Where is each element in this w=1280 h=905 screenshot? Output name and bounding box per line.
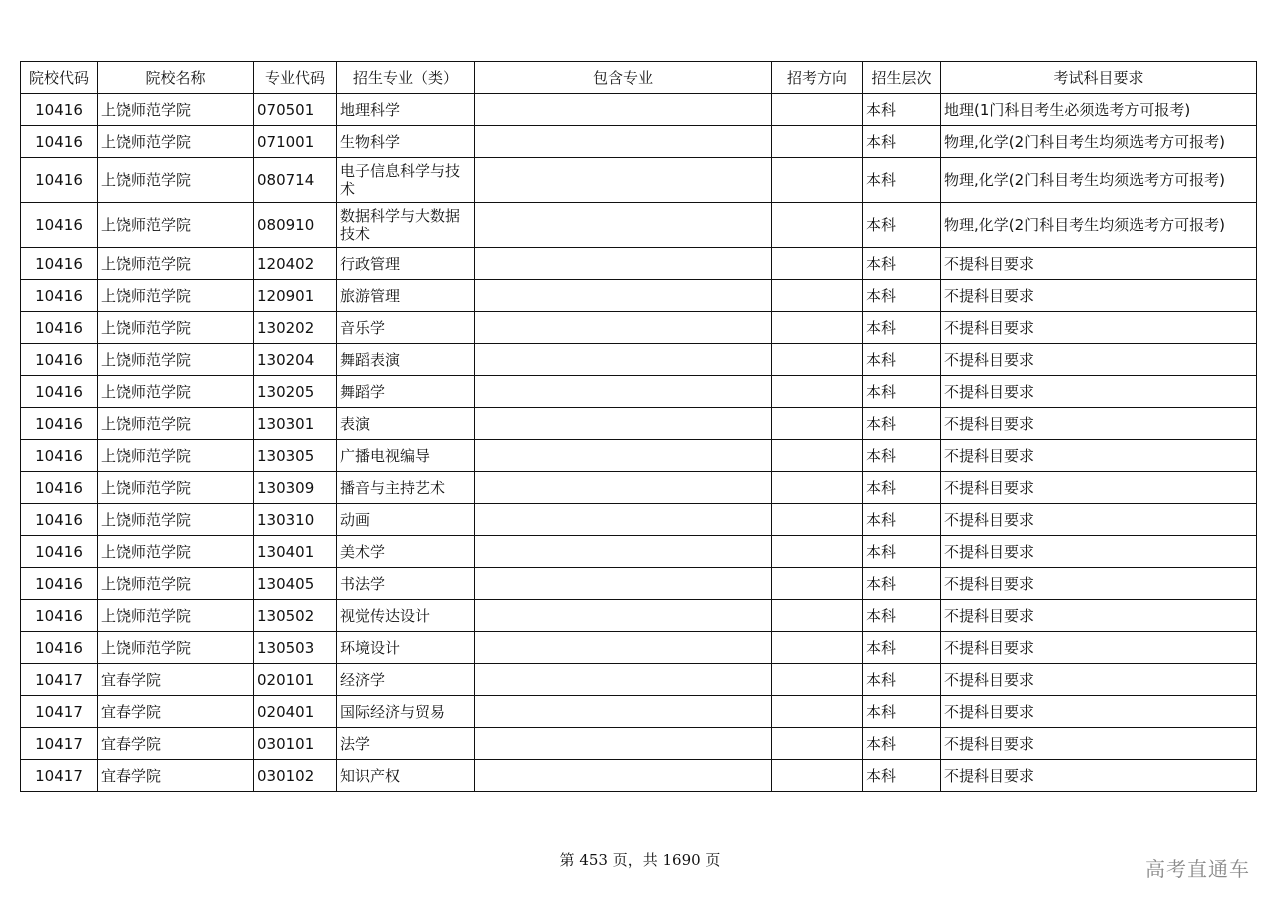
school-code-cell: 10416 xyxy=(21,504,98,536)
header-school-name: 院校名称 xyxy=(98,62,254,94)
school-name-cell: 上饶师范学院 xyxy=(98,312,254,344)
exam-direction-cell xyxy=(772,376,863,408)
school-name-cell: 上饶师范学院 xyxy=(98,94,254,126)
level-cell: 本科 xyxy=(863,664,941,696)
exam-direction-cell xyxy=(772,536,863,568)
major-code-cell: 130204 xyxy=(254,344,337,376)
level-cell: 本科 xyxy=(863,632,941,664)
exam-direction-cell xyxy=(772,248,863,280)
school-code-cell: 10416 xyxy=(21,472,98,504)
table-row xyxy=(21,203,1257,248)
major-code-cell: 071001 xyxy=(254,126,337,158)
major-code-cell: 130502 xyxy=(254,600,337,632)
included-majors-cell xyxy=(475,536,772,568)
table-row xyxy=(21,280,1257,312)
level-cell: 本科 xyxy=(863,440,941,472)
school-code-cell: 10417 xyxy=(21,664,98,696)
major-code-cell: 130310 xyxy=(254,504,337,536)
school-code-cell: 10416 xyxy=(21,312,98,344)
major-code-cell: 130301 xyxy=(254,408,337,440)
school-code-cell: 10416 xyxy=(21,94,98,126)
table-row xyxy=(21,568,1257,600)
included-majors-cell xyxy=(475,696,772,728)
school-name-cell: 上饶师范学院 xyxy=(98,248,254,280)
subject-requirement-cell: 不提科目要求 xyxy=(941,312,1257,344)
major-code-cell: 020401 xyxy=(254,696,337,728)
major-code-cell: 120901 xyxy=(254,280,337,312)
school-code-cell: 10416 xyxy=(21,158,98,203)
level-cell: 本科 xyxy=(863,126,941,158)
subject-requirement-cell: 地理(1门科目考生必须选考方可报考) xyxy=(941,94,1257,126)
school-code-cell: 10416 xyxy=(21,568,98,600)
table-row xyxy=(21,344,1257,376)
major-name-cell: 生物科学 xyxy=(337,126,475,158)
subject-requirement-cell: 不提科目要求 xyxy=(941,696,1257,728)
exam-direction-cell xyxy=(772,158,863,203)
included-majors-cell xyxy=(475,760,772,792)
school-name-cell: 上饶师范学院 xyxy=(98,568,254,600)
admissions-table xyxy=(20,61,1257,792)
table-row xyxy=(21,408,1257,440)
header-school-code: 院校代码 xyxy=(21,62,98,94)
level-cell: 本科 xyxy=(863,760,941,792)
school-code-cell: 10417 xyxy=(21,696,98,728)
table-row xyxy=(21,632,1257,664)
school-code-cell: 10416 xyxy=(21,600,98,632)
major-code-cell: 130305 xyxy=(254,440,337,472)
major-code-cell: 130405 xyxy=(254,568,337,600)
school-name-cell: 上饶师范学院 xyxy=(98,126,254,158)
school-code-cell: 10416 xyxy=(21,632,98,664)
subject-requirement-cell: 不提科目要求 xyxy=(941,632,1257,664)
included-majors-cell xyxy=(475,248,772,280)
school-name-cell: 上饶师范学院 xyxy=(98,504,254,536)
school-name-cell: 上饶师范学院 xyxy=(98,440,254,472)
school-code-cell: 10416 xyxy=(21,280,98,312)
school-code-cell: 10416 xyxy=(21,203,98,248)
major-name-cell: 环境设计 xyxy=(337,632,475,664)
table-row xyxy=(21,248,1257,280)
school-name-cell: 宜春学院 xyxy=(98,664,254,696)
school-name-cell: 上饶师范学院 xyxy=(98,344,254,376)
level-cell: 本科 xyxy=(863,376,941,408)
level-cell: 本科 xyxy=(863,312,941,344)
major-code-cell: 020101 xyxy=(254,664,337,696)
table-row xyxy=(21,600,1257,632)
level-cell: 本科 xyxy=(863,536,941,568)
exam-direction-cell xyxy=(772,94,863,126)
major-name-cell: 音乐学 xyxy=(337,312,475,344)
school-code-cell: 10416 xyxy=(21,536,98,568)
included-majors-cell xyxy=(475,126,772,158)
major-name-cell: 舞蹈表演 xyxy=(337,344,475,376)
major-name-cell: 视觉传达设计 xyxy=(337,600,475,632)
table-header-row xyxy=(21,62,1257,94)
subject-requirement-cell: 物理,化学(2门科目考生均须选考方可报考) xyxy=(941,203,1257,248)
major-name-cell: 法学 xyxy=(337,728,475,760)
exam-direction-cell xyxy=(772,728,863,760)
school-code-cell: 10416 xyxy=(21,344,98,376)
level-cell: 本科 xyxy=(863,472,941,504)
included-majors-cell xyxy=(475,376,772,408)
included-majors-cell xyxy=(475,568,772,600)
exam-direction-cell xyxy=(772,472,863,504)
table-row xyxy=(21,536,1257,568)
school-name-cell: 上饶师范学院 xyxy=(98,408,254,440)
exam-direction-cell xyxy=(772,408,863,440)
subject-requirement-cell: 不提科目要求 xyxy=(941,440,1257,472)
page-number: 第 453 页，共 1690 页 xyxy=(559,851,721,869)
subject-requirement-cell: 物理,化学(2门科目考生均须选考方可报考) xyxy=(941,158,1257,203)
exam-direction-cell xyxy=(772,600,863,632)
table-row xyxy=(21,760,1257,792)
exam-direction-cell xyxy=(772,440,863,472)
included-majors-cell xyxy=(475,312,772,344)
major-name-cell: 播音与主持艺术 xyxy=(337,472,475,504)
major-name-cell: 国际经济与贸易 xyxy=(337,696,475,728)
school-code-cell: 10416 xyxy=(21,408,98,440)
major-code-cell: 130309 xyxy=(254,472,337,504)
level-cell: 本科 xyxy=(863,158,941,203)
table-row xyxy=(21,158,1257,203)
exam-direction-cell xyxy=(772,203,863,248)
major-code-cell: 030102 xyxy=(254,760,337,792)
subject-requirement-cell: 不提科目要求 xyxy=(941,344,1257,376)
major-name-cell: 美术学 xyxy=(337,536,475,568)
exam-direction-cell xyxy=(772,664,863,696)
header-exam-direction: 招考方向 xyxy=(772,62,863,94)
major-code-cell: 130205 xyxy=(254,376,337,408)
subject-requirement-cell: 不提科目要求 xyxy=(941,568,1257,600)
major-name-cell: 行政管理 xyxy=(337,248,475,280)
major-name-cell: 书法学 xyxy=(337,568,475,600)
level-cell: 本科 xyxy=(863,600,941,632)
included-majors-cell xyxy=(475,664,772,696)
header-subject-requirements: 考试科目要求 xyxy=(941,62,1257,94)
header-level: 招生层次 xyxy=(863,62,941,94)
school-code-cell: 10416 xyxy=(21,126,98,158)
school-name-cell: 上饶师范学院 xyxy=(98,158,254,203)
school-name-cell: 宜春学院 xyxy=(98,760,254,792)
major-code-cell: 080714 xyxy=(254,158,337,203)
major-name-cell: 数据科学与大数据技术 xyxy=(337,203,475,248)
subject-requirement-cell: 不提科目要求 xyxy=(941,472,1257,504)
major-code-cell: 130401 xyxy=(254,536,337,568)
school-name-cell: 上饶师范学院 xyxy=(98,376,254,408)
major-name-cell: 广播电视编导 xyxy=(337,440,475,472)
major-name-cell: 经济学 xyxy=(337,664,475,696)
major-code-cell: 130503 xyxy=(254,632,337,664)
subject-requirement-cell: 不提科目要求 xyxy=(941,664,1257,696)
subject-requirement-cell: 不提科目要求 xyxy=(941,376,1257,408)
level-cell: 本科 xyxy=(863,94,941,126)
school-name-cell: 宜春学院 xyxy=(98,696,254,728)
level-cell: 本科 xyxy=(863,568,941,600)
level-cell: 本科 xyxy=(863,408,941,440)
table-row xyxy=(21,94,1257,126)
exam-direction-cell xyxy=(772,696,863,728)
included-majors-cell xyxy=(475,472,772,504)
level-cell: 本科 xyxy=(863,248,941,280)
included-majors-cell xyxy=(475,94,772,126)
school-name-cell: 上饶师范学院 xyxy=(98,632,254,664)
included-majors-cell xyxy=(475,632,772,664)
table-row xyxy=(21,728,1257,760)
included-majors-cell xyxy=(475,408,772,440)
major-code-cell: 080910 xyxy=(254,203,337,248)
included-majors-cell xyxy=(475,280,772,312)
exam-direction-cell xyxy=(772,344,863,376)
school-name-cell: 宜春学院 xyxy=(98,728,254,760)
school-code-cell: 10416 xyxy=(21,440,98,472)
subject-requirement-cell: 不提科目要求 xyxy=(941,408,1257,440)
exam-direction-cell xyxy=(772,280,863,312)
table-row xyxy=(21,696,1257,728)
subject-requirement-cell: 不提科目要求 xyxy=(941,248,1257,280)
school-name-cell: 上饶师范学院 xyxy=(98,472,254,504)
major-name-cell: 电子信息科学与技术 xyxy=(337,158,475,203)
major-code-cell: 030101 xyxy=(254,728,337,760)
included-majors-cell xyxy=(475,728,772,760)
major-name-cell: 舞蹈学 xyxy=(337,376,475,408)
exam-direction-cell xyxy=(772,760,863,792)
major-name-cell: 动画 xyxy=(337,504,475,536)
school-name-cell: 上饶师范学院 xyxy=(98,600,254,632)
header-included-majors: 包含专业 xyxy=(475,62,772,94)
table-row xyxy=(21,126,1257,158)
table-row xyxy=(21,472,1257,504)
exam-direction-cell xyxy=(772,568,863,600)
school-code-cell: 10417 xyxy=(21,728,98,760)
included-majors-cell xyxy=(475,440,772,472)
included-majors-cell xyxy=(475,203,772,248)
level-cell: 本科 xyxy=(863,280,941,312)
header-major-category: 招生专业（类） xyxy=(337,62,475,94)
table-row xyxy=(21,440,1257,472)
subject-requirement-cell: 不提科目要求 xyxy=(941,728,1257,760)
watermark-logo-text: 高考直通车 xyxy=(1145,857,1250,881)
subject-requirement-cell: 不提科目要求 xyxy=(941,536,1257,568)
exam-direction-cell xyxy=(772,632,863,664)
table-row xyxy=(21,504,1257,536)
subject-requirement-cell: 不提科目要求 xyxy=(941,504,1257,536)
school-code-cell: 10416 xyxy=(21,248,98,280)
subject-requirement-cell: 不提科目要求 xyxy=(941,280,1257,312)
table-row xyxy=(21,664,1257,696)
exam-direction-cell xyxy=(772,126,863,158)
school-code-cell: 10416 xyxy=(21,376,98,408)
level-cell: 本科 xyxy=(863,203,941,248)
subject-requirement-cell: 不提科目要求 xyxy=(941,600,1257,632)
major-code-cell: 070501 xyxy=(254,94,337,126)
school-name-cell: 上饶师范学院 xyxy=(98,536,254,568)
major-name-cell: 知识产权 xyxy=(337,760,475,792)
included-majors-cell xyxy=(475,504,772,536)
included-majors-cell xyxy=(475,600,772,632)
included-majors-cell xyxy=(475,158,772,203)
subject-requirement-cell: 不提科目要求 xyxy=(941,760,1257,792)
major-name-cell: 旅游管理 xyxy=(337,280,475,312)
level-cell: 本科 xyxy=(863,696,941,728)
level-cell: 本科 xyxy=(863,504,941,536)
table-row xyxy=(21,376,1257,408)
level-cell: 本科 xyxy=(863,344,941,376)
major-code-cell: 120402 xyxy=(254,248,337,280)
level-cell: 本科 xyxy=(863,728,941,760)
school-name-cell: 上饶师范学院 xyxy=(98,280,254,312)
major-name-cell: 表演 xyxy=(337,408,475,440)
school-code-cell: 10417 xyxy=(21,760,98,792)
included-majors-cell xyxy=(475,344,772,376)
header-major-code: 专业代码 xyxy=(254,62,337,94)
subject-requirement-cell: 物理,化学(2门科目考生均须选考方可报考) xyxy=(941,126,1257,158)
exam-direction-cell xyxy=(772,504,863,536)
table-row xyxy=(21,312,1257,344)
major-name-cell: 地理科学 xyxy=(337,94,475,126)
school-name-cell: 上饶师范学院 xyxy=(98,203,254,248)
exam-direction-cell xyxy=(772,312,863,344)
major-code-cell: 130202 xyxy=(254,312,337,344)
